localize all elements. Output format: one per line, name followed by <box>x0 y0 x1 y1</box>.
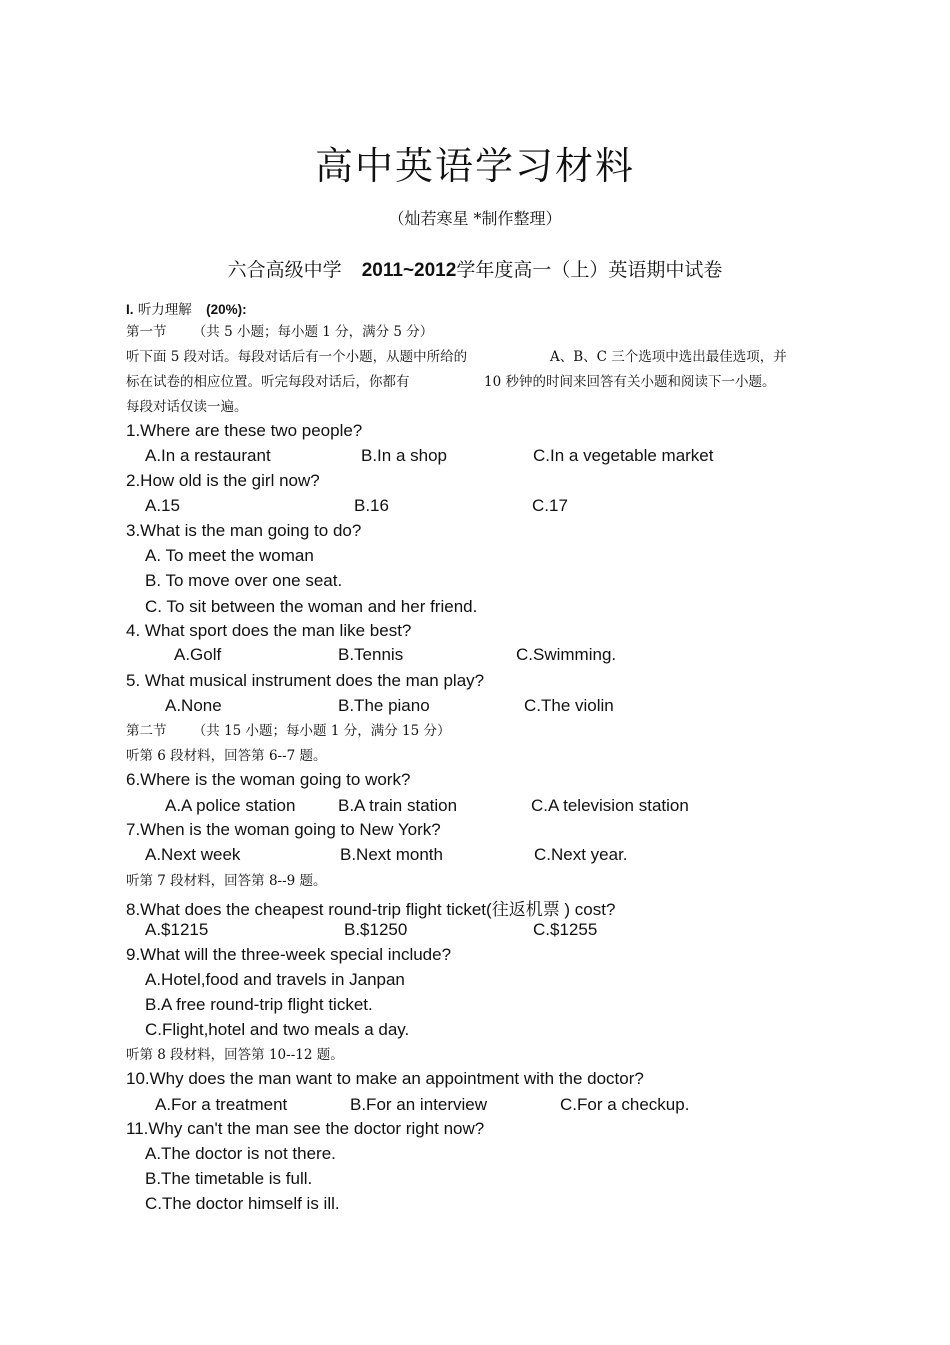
option-5b: B.The piano <box>338 696 430 715</box>
option-10c: C.For a checkup. <box>560 1095 690 1114</box>
exam-years: 2011~2012 <box>361 260 457 281</box>
option-2c: C.17 <box>532 496 568 515</box>
instr-text: 标在试卷的相应位置。听完每段对话后，你都有 <box>126 374 410 390</box>
listening-note-8: 听第 8 段材料，回答第 10--12 题。 <box>126 1047 344 1063</box>
question-8: 8.What does the cheapest round-trip flight ticket(往返机票 ) cost? <box>126 900 616 919</box>
option-10b: B.For an interview <box>350 1095 487 1114</box>
option-6b: B.A train station <box>338 796 458 815</box>
part2-heading <box>126 719 451 739</box>
option-3a: A. To meet the woman <box>145 546 314 565</box>
part2-info: （共 15 小题；每小题 1 分，满分 15 分） <box>192 723 451 739</box>
question-10: 10.Why does the man want to make an appointment with the doctor? <box>126 1069 644 1088</box>
option-6a: A.A police station <box>165 796 296 815</box>
listening-note-7: 听第 7 段材料，回答第 8--9 题。 <box>126 873 327 889</box>
option-9b: B.A free round-trip flight ticket. <box>145 995 373 1014</box>
page-subtitle: （灿若寒星 *制作整理） <box>388 209 562 228</box>
instr-text: 10 秒钟的时间来回答有关小题和阅读下一小题。 <box>484 374 776 390</box>
section-heading <box>126 298 247 318</box>
part1-instruction-3: 每段对话仅读一遍。 <box>126 399 248 415</box>
instr-text: 听下面 5 段对话。每段对话后有一个小题，从题中所给的 <box>126 349 468 365</box>
option-9a: A.Hotel,food and travels in Janpan <box>145 970 405 989</box>
option-7b: B.Next month <box>340 845 443 864</box>
option-3b: B. To move over one seat. <box>145 571 343 590</box>
option-2a: A.15 <box>145 496 180 515</box>
option-4c: C.Swimming. <box>516 645 617 664</box>
option-5c: C.The violin <box>524 696 614 715</box>
page-title: 高中英语学习材料 <box>314 144 635 188</box>
question-11: 11.Why can't the man see the doctor right now? <box>126 1119 485 1138</box>
option-8b: B.$1250 <box>344 920 408 939</box>
option-4b: B.Tennis <box>338 645 404 664</box>
option-8a: A.$1215 <box>145 920 209 939</box>
option-2b: B.16 <box>354 496 389 515</box>
option-11a: A.The doctor is not there. <box>145 1144 336 1163</box>
option-1c: C.In a vegetable market <box>533 446 714 465</box>
part1-instruction-1 <box>126 345 787 365</box>
instr-text: A、B、C 三个选项中选出最佳选项，并 <box>550 349 787 365</box>
part1-heading <box>126 320 433 340</box>
part1-info: （共 5 小题；每小题 1 分，满分 5 分） <box>192 324 434 340</box>
question-3: 3.What is the man going to do? <box>126 521 362 540</box>
option-9c: C.Flight,hotel and two meals a day. <box>145 1020 410 1039</box>
section-points: (20%): <box>206 302 247 317</box>
option-1a: A.In a restaurant <box>145 446 271 465</box>
exam-school: 六合高级中学 <box>227 259 342 281</box>
question-2: 2.How old is the girl now? <box>126 471 320 490</box>
question-5: 5. What musical instrument does the man play? <box>126 671 485 690</box>
option-10a: A.For a treatment <box>155 1095 288 1114</box>
option-7c: C.Next year. <box>534 845 628 864</box>
option-11c: C.The doctor himself is ill. <box>145 1194 340 1213</box>
section-roman: I. <box>126 302 134 317</box>
part1-instruction-2 <box>126 370 776 390</box>
option-11b: B.The timetable is full. <box>145 1169 313 1188</box>
part1-title: 第一节 <box>126 324 167 340</box>
option-7a: A.Next week <box>145 845 241 864</box>
exam-title <box>0 255 950 282</box>
question-4: 4. What sport does the man like best? <box>126 621 412 640</box>
question-7: 7.When is the woman going to New York? <box>126 820 441 839</box>
option-5a: A.None <box>165 696 222 715</box>
question-9: 9.What will the three-week special include? <box>126 945 452 964</box>
part2-title: 第二节 <box>126 723 167 739</box>
option-8c: C.$1255 <box>533 920 598 939</box>
question-6: 6.Where is the woman going to work? <box>126 770 411 789</box>
option-3c: C. To sit between the woman and her friend. <box>145 597 478 616</box>
listening-note-6: 听第 6 段材料，回答第 6--7 题。 <box>126 748 327 764</box>
option-6c: C.A television station <box>531 796 689 815</box>
question-1: 1.Where are these two people? <box>126 421 363 440</box>
exam-rest: 学年度高一（上）英语期中试卷 <box>456 259 723 281</box>
option-4a: A.Golf <box>174 645 222 664</box>
section-name: 听力理解 <box>137 302 192 318</box>
option-1b: B.In a shop <box>361 446 448 465</box>
